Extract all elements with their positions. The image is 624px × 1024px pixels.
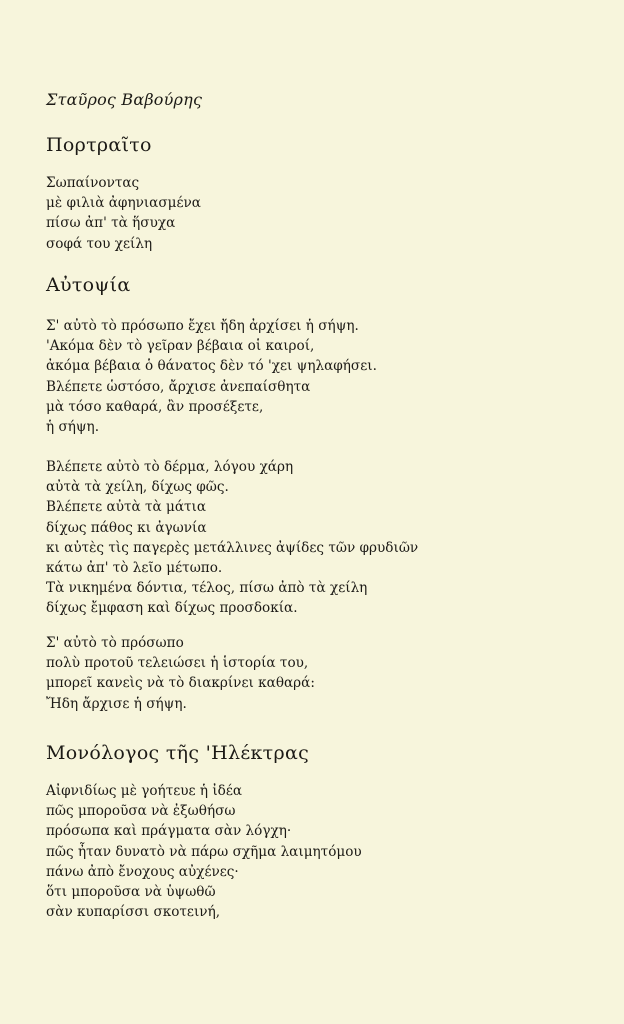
verse-line: Ἤδη ἄρχισε ἡ σήψη. [46, 695, 187, 712]
stanza [46, 781, 362, 922]
verse-line: Βλέπετε ὡστόσο, ἄρχισε ἀνεπαίσθητα [46, 378, 311, 395]
verse-line: ἡ σήψη. [46, 419, 100, 436]
stanza [46, 457, 418, 619]
verse-line: Τὰ νικημένα δόντια, τέλος, πίσω ἀπὸ τὰ χείλη [46, 580, 368, 597]
verse-line: Αἰφνιδίως μὲ γοήτευε ἡ ἰδέα [46, 783, 243, 799]
verse-line: ὅτι μποροῦσα νὰ ὑψωθῶ [46, 884, 216, 901]
stanza [46, 173, 201, 254]
verse-line: Βλέπετε αὐτὸ τὸ δέρμα, λόγου χάρη [46, 459, 294, 475]
verse-line: πῶς μποροῦσα νὰ ἐξωθήσω [46, 803, 236, 820]
poem-title-portrait: Πορτραῖτο [46, 134, 152, 156]
verse-line: Σωπαίνοντας [46, 175, 140, 191]
stanza [46, 316, 377, 437]
verse-line: Σ' αὐτὸ τὸ πρόσωπο [46, 635, 184, 651]
verse-line: σοφά του χείλη [46, 235, 153, 252]
verse-line: Σ' αὐτὸ τὸ πρόσωπο ἔχει ἤδη ἀρχίσει ἡ σήψη. [46, 318, 359, 334]
verse-line: πῶς ἦταν δυνατὸ νὰ πάρω σχῆμα λαιμητόμου [46, 843, 362, 860]
author-name: Σταῦρος Βαβούρης [46, 90, 203, 109]
verse-line: πολὺ προτοῦ τελειώσει ἡ ἱστορία του, [46, 655, 309, 672]
verse-line: μὲ φιλιὰ ἀφηνιασμένα [46, 195, 201, 212]
verse-line: ἀκόμα βέβαια ὁ θάνατος δὲν τό 'χει ψηλαφήσει. [46, 358, 377, 375]
verse-line: 'Ακόμα δὲν τὸ γεῖραν βέβαια οἱ καιροί, [46, 338, 315, 355]
stanza [46, 633, 315, 714]
verse-line: πρόσωπα καὶ πράγματα σὰν λόγχη· [46, 823, 292, 840]
verse-line: πάνω ἀπὸ ἔνοχους αὐχένες· [46, 863, 239, 880]
verse-line: δίχως ἔμφαση καὶ δίχως προσδοκία. [46, 600, 298, 617]
verse-line: σὰν κυπαρίσσι σκοτεινή, [46, 904, 221, 921]
verse-line: κάτω ἀπ' τὸ λεῖο μέτωπο. [46, 560, 223, 577]
poem-title-autopsy: Αὐτοψία [46, 274, 131, 296]
poem-title-electra-monologue: Μονόλογος τῆς 'Ηλέκτρας [46, 742, 310, 764]
verse-line: μπορεῖ κανεὶς νὰ τὸ διακρίνει καθαρά: [46, 675, 315, 692]
verse-line: αὐτὰ τὰ χείλη, δίχως φῶς. [46, 479, 229, 496]
verse-line: δίχως πάθος κι ἀγωνία [46, 519, 207, 536]
verse-line: μὰ τόσο καθαρά, ἂν προσέξετε, [46, 398, 264, 415]
verse-line: Βλέπετε αὐτὰ τὰ μάτια [46, 499, 207, 516]
verse-line: πίσω ἀπ' τὰ ἥσυχα [46, 215, 176, 232]
verse-line: κι αὐτὲς τὶς παγερὲς μετάλλινες ἀψίδες τῶν φρυδιῶν [46, 539, 419, 556]
